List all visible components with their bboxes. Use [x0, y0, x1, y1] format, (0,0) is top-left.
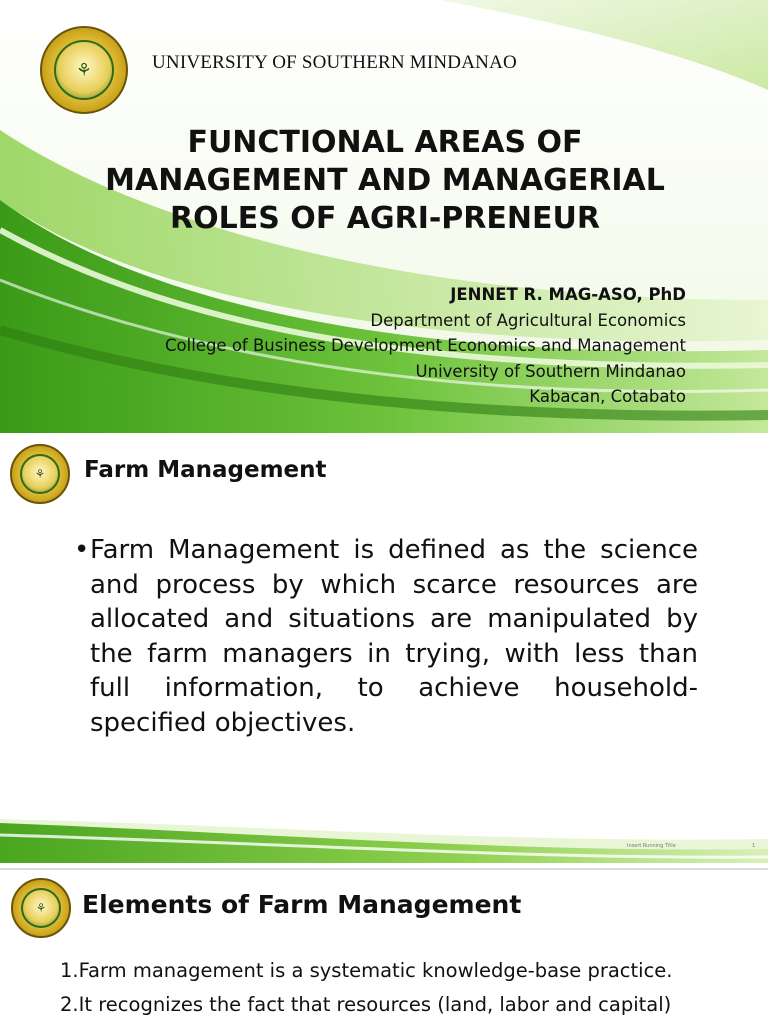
bullet-icon: •	[74, 535, 90, 565]
slide-heading: Elements of Farm Management	[82, 890, 522, 919]
slide-title	[70, 124, 700, 238]
university-seal-icon: ⚘	[11, 878, 71, 938]
definition-paragraph	[74, 533, 698, 740]
running-title: Insert Running Title	[627, 843, 676, 849]
list-item: 1.Farm management is a systematic knowledge-base practice.	[60, 959, 673, 982]
slide-heading: Farm Management	[84, 457, 327, 483]
affiliation-line: Department of Agricultural Economics	[370, 310, 686, 330]
affiliation-line: College of Business Development Economics and Management	[165, 336, 686, 355]
definition-text: Farm Management is defined as the science and process by which scarce resources are allocated and situations are manipulated by the farm managers in trying, with less than full information, to achieve household-specified objectives.	[90, 535, 698, 738]
slide-number: 1	[752, 843, 756, 849]
affiliation-line: University of Southern Mindanao	[415, 361, 686, 381]
affiliation-line: Kabacan, Cotabato	[529, 387, 686, 406]
university-seal-icon: ⚘	[40, 26, 128, 114]
title-line: MANAGEMENT AND MANAGERIAL	[105, 163, 665, 198]
elements-list	[60, 954, 760, 1022]
author-block	[165, 282, 686, 410]
green-footer-band	[0, 813, 768, 863]
title-slide	[0, 0, 768, 433]
title-line: FUNCTIONAL AREAS OF	[187, 125, 583, 160]
list-item: 2.It recognizes the fact that resources (land, labor and capital)	[60, 993, 672, 1016]
university-seal-icon: ⚘	[10, 444, 70, 504]
elements-slide	[0, 870, 768, 1024]
title-line: ROLES OF AGRI-PRENEUR	[170, 201, 600, 236]
author-name: JENNET R. MAG-ASO, PhD	[450, 285, 686, 304]
farm-management-slide	[0, 433, 768, 868]
university-name: UNIVERSITY OF SOUTHERN MINDANAO	[152, 52, 517, 73]
